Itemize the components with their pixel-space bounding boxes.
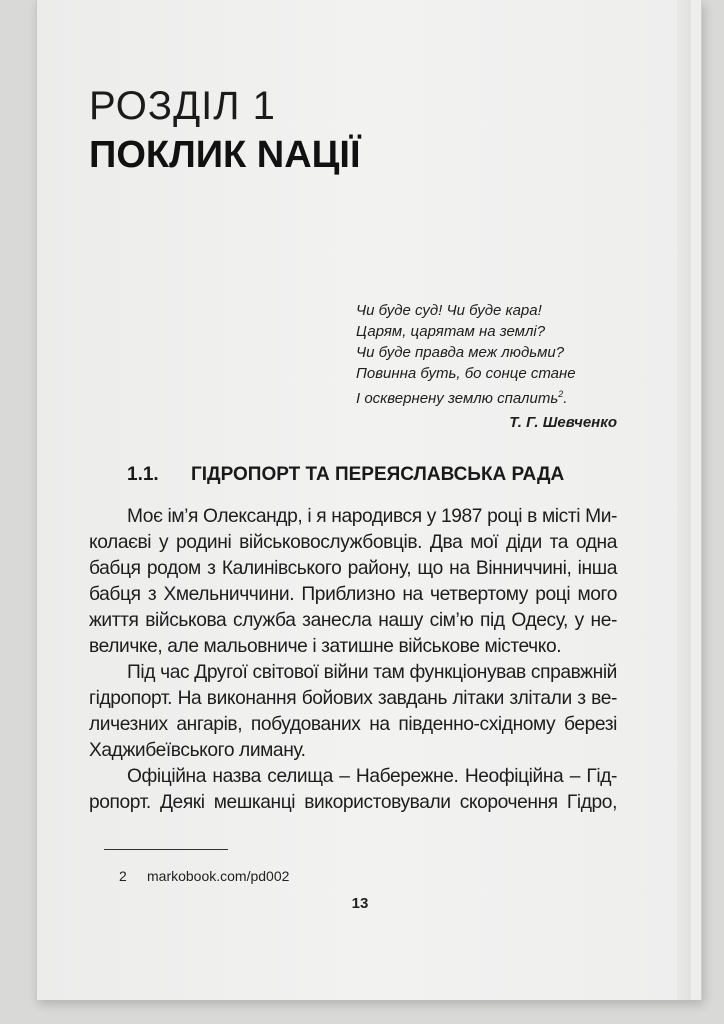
footnote-number: 2: [119, 868, 127, 884]
text-line: гідропорт. На виконання бойових завдань літаки злітали з ве-: [89, 688, 617, 709]
epigraph-line: Чи буде суд! Чи буде кара!: [356, 302, 542, 319]
text-line: колаєві у родині військовослужбовців. Два мої діди та одна: [89, 532, 617, 553]
text-line: личезних ангарів, побудованих на південно-східному березі: [89, 714, 617, 735]
section-title: ГІДРОПОРТ ТА ПЕРЕЯСЛАВСЬКА РАДА: [191, 464, 565, 485]
page-edge: [677, 0, 691, 1000]
footnote-separator: [104, 849, 228, 850]
text-line: величке, але мальовниче і затишне військове містечко.: [89, 636, 562, 657]
epigraph-trailing: .: [563, 390, 568, 407]
chapter-title: ПОКЛИК NАЦІЇ: [89, 134, 361, 176]
footnote: [119, 868, 289, 884]
epigraph-author: Т. Г. Шевченко: [509, 414, 617, 431]
epigraph-line-text: І осквернену землю спалить: [356, 390, 559, 407]
text-line: Хаджибеївського лиману.: [89, 740, 306, 761]
text-line: бабця родом з Калинівського району, що на Вінниччині, інша: [89, 558, 617, 579]
footnote-text: markobook.com/pd002: [147, 868, 290, 884]
section-heading: [127, 464, 565, 486]
epigraph-line: Повинна буть, бо сонце стане: [356, 365, 576, 382]
paragraph: [89, 660, 617, 764]
chapter-label: РОЗДІЛ 1: [89, 84, 276, 128]
epigraph: [356, 300, 616, 409]
body-text: [89, 504, 617, 816]
text-line: Під час Другої світової війни там функціонував справжній: [127, 662, 617, 683]
paragraph: [89, 504, 617, 660]
paragraph: [89, 764, 617, 816]
text-line: Офіційна назва селища – Набережне. Неофіційна – Гід-: [127, 766, 617, 787]
epigraph-line: Царям, царятам на землі?: [356, 323, 546, 340]
text-line: ропорт. Деякі мешканці використовували скорочення Гідро,: [89, 792, 617, 813]
text-line: Моє ім’я Олександр, і я народився у 1987 році в місті Ми-: [127, 506, 617, 527]
text-line: бабця з Хмельниччини. Приблизно на четвертому році мого: [89, 584, 617, 605]
epigraph-line: Чи буде правда меж людьми?: [356, 344, 565, 361]
epigraph-line-last: [356, 384, 616, 409]
footnote-ref: 2: [558, 389, 564, 399]
text-line: життя військова служба занесла нашу сім’ю під Одесу, у не-: [89, 610, 617, 631]
page-number: 13: [351, 895, 369, 912]
section-number: 1.1.: [127, 464, 159, 485]
